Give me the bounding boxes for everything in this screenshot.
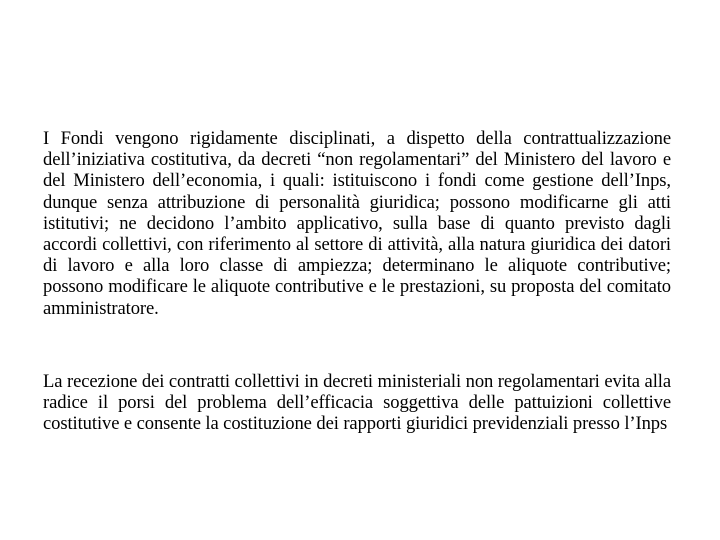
paragraph-recezione-contratti: La recezione dei contratti collettivi in decreti ministeriali non regolamentari evita alla radice il porsi del problema dell’efficacia soggettiva delle pattuizioni collettive costitutive e consente la costituzione dei rapporti giuridici previdenziali presso l’Inps: [43, 371, 671, 435]
paragraph-fondi-disciplina: I Fondi vengono rigidamente disciplinati, a dispetto della contrattualizzazione dell’iniziativa costitutiva, da decreti “non regolamentari” del Ministero del lavoro e del Ministero dell’economia, i quali: istituiscono i fondi come gestione dell’Inps, dunque senza attribuzione di personalità giuridica; possono modificarne gli atti istitutivi; ne decidono l’ambito applicativo, sulla base di quanto previsto dagli accordi collettivi, con riferimento al settore di attività, alla natura giuridica dei datori di lavoro e alla loro classe di ampiezza; determinano le aliquote contributive; possono modificare le aliquote contributive e le prestazioni, su proposta del comitato amministratore.: [43, 128, 671, 319]
